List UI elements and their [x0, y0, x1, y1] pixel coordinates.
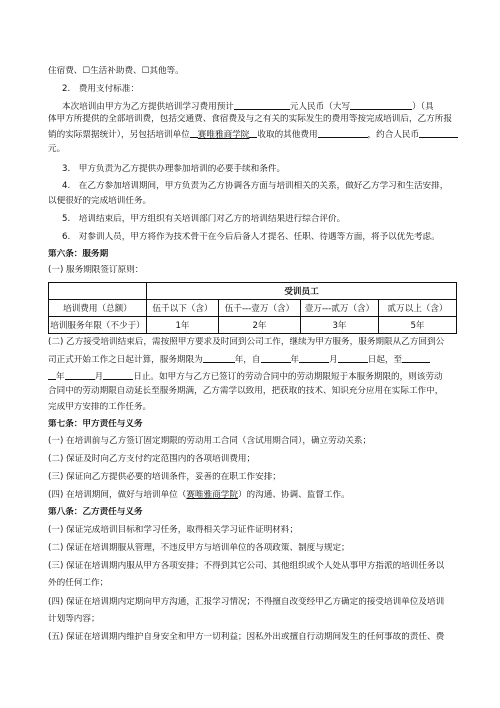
service-principle-line: (一) 服务期限签订原则：: [48, 265, 144, 275]
start-day-blank[interactable]: [338, 353, 368, 363]
section-8-item-3: (三) 保证在培训期内服从甲方各项安排；不得到其它公司、其他组织或个人处从事甲方指派的培训任务以: [48, 561, 445, 571]
section-8-heading: 第八条：乙方责任与义务: [48, 507, 143, 517]
section-7-item-2: (二) 保证及时向乙方支付约定范围内的各项培训费用；: [48, 454, 256, 464]
service-period-para-2: 司正式开始工作之日起计算，服务期限为 年，自 年 月 日起，至: [48, 353, 458, 366]
table-cell: 伍千---壹万（含）: [219, 300, 301, 317]
end-day-blank[interactable]: [103, 370, 133, 380]
table-cell: 2年: [219, 317, 301, 334]
section-7-heading: 第七条：甲方责任与义务: [48, 419, 143, 429]
section-8-item-1: (一) 保证完成培训目标和学习任务，取得相关学习证件证明材料；: [48, 525, 299, 535]
cost-other-line: 销的实际票据统计），另包括培训单位 赛唯雅商学院 收取的其他费用 ，约合人民币: [48, 128, 458, 141]
section-8-item-3-cont: 外的任何工作；: [48, 578, 109, 588]
table-cell: 5年: [379, 317, 457, 334]
table-title-row: [49, 283, 457, 300]
item-3: 3. 甲方负责为乙方提供办理参加培训的必要手续和条件。: [62, 164, 286, 174]
item-6: 6. 对参训人员，甲方将作为技术骨干在今后后备人才提名、任职、待遇等方面，将予以优先考虑。: [62, 232, 440, 242]
table-cell: 培训费用（总额）: [49, 300, 147, 317]
section-8-item-2: (二) 保证在培训期服从管理，不违反甲方与培训单位的各项政策、制度与规定；: [48, 543, 350, 553]
item-2-heading: 2. 费用支付标准：: [62, 84, 139, 94]
other-fee-blank[interactable]: [318, 128, 368, 138]
payment-items-line: 住宿费、☐生活补助费、☐其他等。: [48, 66, 184, 76]
org-blank-left[interactable]: [190, 128, 198, 138]
section-7-item-1: (一) 在培训前与乙方签订固定期限的劳动用工合同（含试用期合同），确立劳动关系；: [48, 436, 372, 446]
section-8-item-5: (五) 保证在培训期内维护自身安全和甲方一切利益；因私外出或擅自行动期间发生的任何事故的责任、费: [48, 632, 445, 642]
end-year-blank-lead[interactable]: [48, 370, 56, 380]
section-8-item-4-cont: 计划等内容；: [48, 614, 100, 624]
table-cell: 贰万以上（含）: [379, 300, 457, 317]
table-cell: 壹万---贰万（含）: [301, 300, 379, 317]
item-4-cont: 以便很好的完成培训任务。: [48, 196, 152, 206]
rmb-blank[interactable]: [419, 128, 458, 138]
section-7-item-3: (三) 保证向乙方提供必要的培训条件，妥善的在职工作安排；: [48, 472, 281, 482]
table-cell: 1年: [147, 317, 219, 334]
item-4: 4. 在乙方参加培训期间，甲方负责为乙方协调各方面与培训相关的关系，做好乙方学习和生活安排，: [62, 181, 449, 191]
end-month-blank[interactable]: [65, 370, 95, 380]
section-7-item-4: (四) 在培训期间，做好与培训单位（赛唯雅商学院）的沟通、协调、监督工作。: [48, 490, 350, 500]
amount-blank[interactable]: [234, 100, 290, 110]
section-6-heading: 第六条：服务期: [48, 249, 109, 259]
years-blank[interactable]: [203, 353, 235, 363]
cost-estimate-line: 本次培训由甲方为乙方提供培训学习费用预计 元人民币（大写 ）（具: [62, 102, 434, 112]
service-period-table: [48, 282, 457, 334]
section-8-item-4: (四) 保证在培训期内定期向甲方沟通，汇报学习情况；不得擅自改变经甲乙方确定的接受培训单位及培训: [48, 597, 445, 607]
table-header-row: [49, 300, 457, 317]
end-blank[interactable]: [402, 353, 430, 363]
table-cell: 3年: [301, 317, 379, 334]
table-title: 受训员工: [147, 283, 457, 300]
start-year-blank[interactable]: [261, 353, 291, 363]
cost-detail-line: 体甲方所提供的全部培训费，包括交通费、食宿费及与之有关的实际发生的费用等按完成培训后，乙方所报: [48, 114, 452, 124]
yuan-line: 元。: [48, 144, 66, 154]
service-period-para-3: 年 月 日止。如甲方与乙方已签订的劳动合同中的劳动期限短于本服务期限的，则该劳动: [48, 370, 458, 383]
training-org-name: 赛唯雅商学院: [186, 490, 238, 500]
table-row: [49, 317, 457, 334]
service-period-para-5: 完成甲方安排的工作任务。: [48, 402, 152, 412]
service-period-para-4: 合同中的劳动期限自动延长至服务期满，乙方需学以致用，把获取的技术、知识充分应用在实际工作中，: [48, 386, 444, 396]
training-org-name: 赛唯雅商学院: [197, 130, 250, 140]
amount-words-blank[interactable]: [350, 100, 412, 110]
item-5: 5. 培训结束后，甲方组织有关培训部门对乙方的培训结果进行综合评价。: [62, 214, 346, 224]
table-cell: 伍千以下（含）: [147, 300, 219, 317]
service-period-para-1: (二) 乙方接受培训结束后，需按照甲方要求及时回到公司工作，继续为甲方服务，服务期限从乙方回到公: [48, 337, 445, 347]
start-month-blank[interactable]: [299, 353, 329, 363]
table-cell: 培训服务年限（不少于）: [49, 317, 147, 334]
